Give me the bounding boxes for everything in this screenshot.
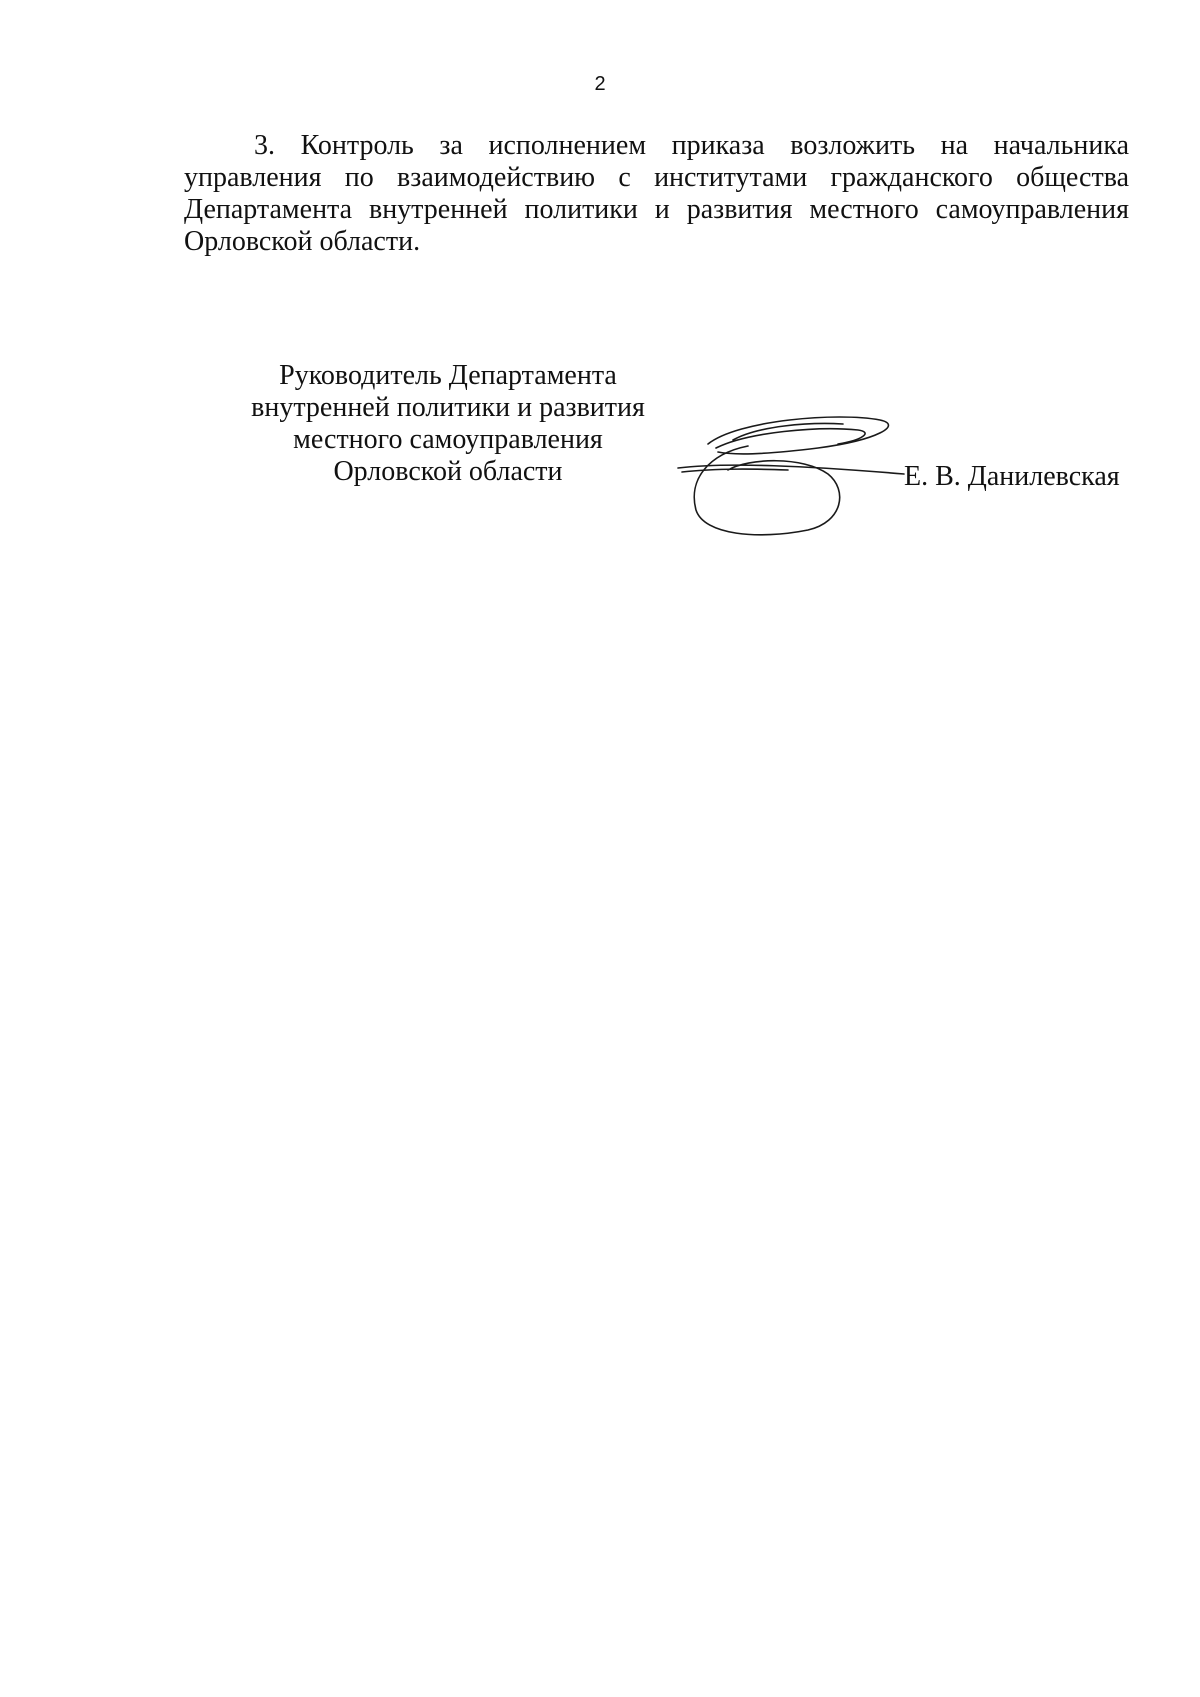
signer-title	[228, 360, 668, 488]
paragraph-3: 3. Контроль за исполнением приказа возложить на начальника управления по взаимодействию с институтами гражданского общества Департамента внутренней политики и развития местного самоуправления Орловской области.	[184, 130, 1129, 257]
signer-title-line: Орловской области	[333, 456, 563, 487]
handwritten-signature	[668, 410, 928, 540]
page-number: 2	[594, 73, 606, 95]
signer-title-line: внутренней политики и развития	[251, 392, 645, 423]
signer-name: Е. В. Данилевская	[904, 461, 1120, 492]
signer-title-line: Руководитель Департамента	[279, 360, 617, 391]
signer-title-line: местного самоуправления	[293, 424, 603, 455]
